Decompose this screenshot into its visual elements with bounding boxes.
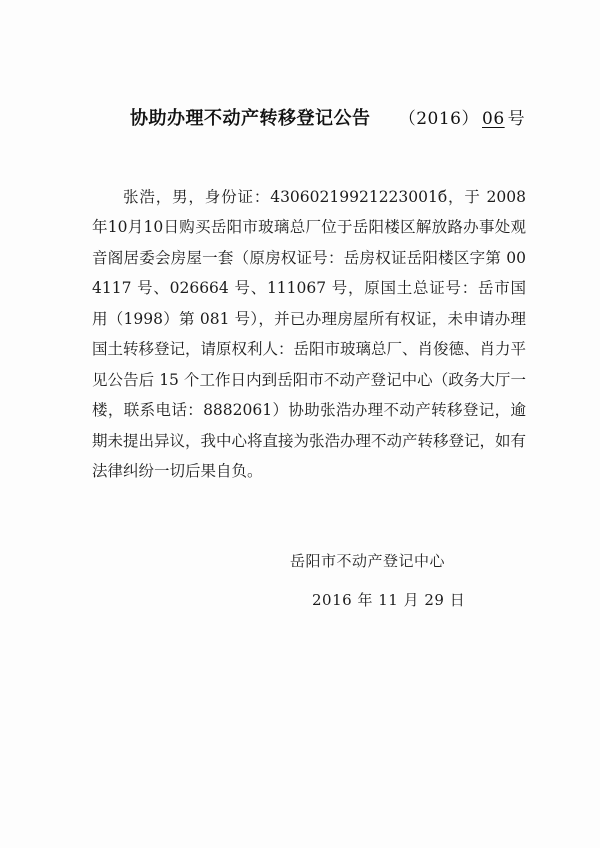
notice-title: 协助办理不动产转移登记公告 xyxy=(130,108,371,129)
notice-body: 张浩，男，身份证：43060219921223001б，于 2008年10月10日购买岳阳市玻璃总厂位于岳阳楼区解放路办事处观音阁居委会房屋一套（原房权证号：岳房权证岳阳楼区字第 004117 号、026664 号、111067 号，原国土总证号：岳市国用（1998）第 081 号），并已办理房屋所有权证，未申请办理国土转移登记，请原权利人：岳阳市玻璃总厂、肖俊德、肖力平见公告后 15 个工作日内到岳阳市不动产登记中心（政务大厅一楼，联系电话：8882061）协助张浩办理不动产转移登记，逾期未提出异议，我中心将直接为张浩办理不动产转移登记，如有法律纠纷一切后果自负。 xyxy=(92,187,527,480)
issuing-organization: 岳阳市不动产登记中心 xyxy=(290,552,446,570)
signature-block xyxy=(290,550,510,610)
document-number xyxy=(399,109,525,129)
document-year: （2016） xyxy=(398,109,479,129)
document-number-suffix: 号 xyxy=(507,109,526,129)
issue-date: 2016 年 11 月 29 日 xyxy=(312,591,466,609)
document-number-value: 06 xyxy=(482,109,505,129)
notice-title-row xyxy=(130,104,530,130)
